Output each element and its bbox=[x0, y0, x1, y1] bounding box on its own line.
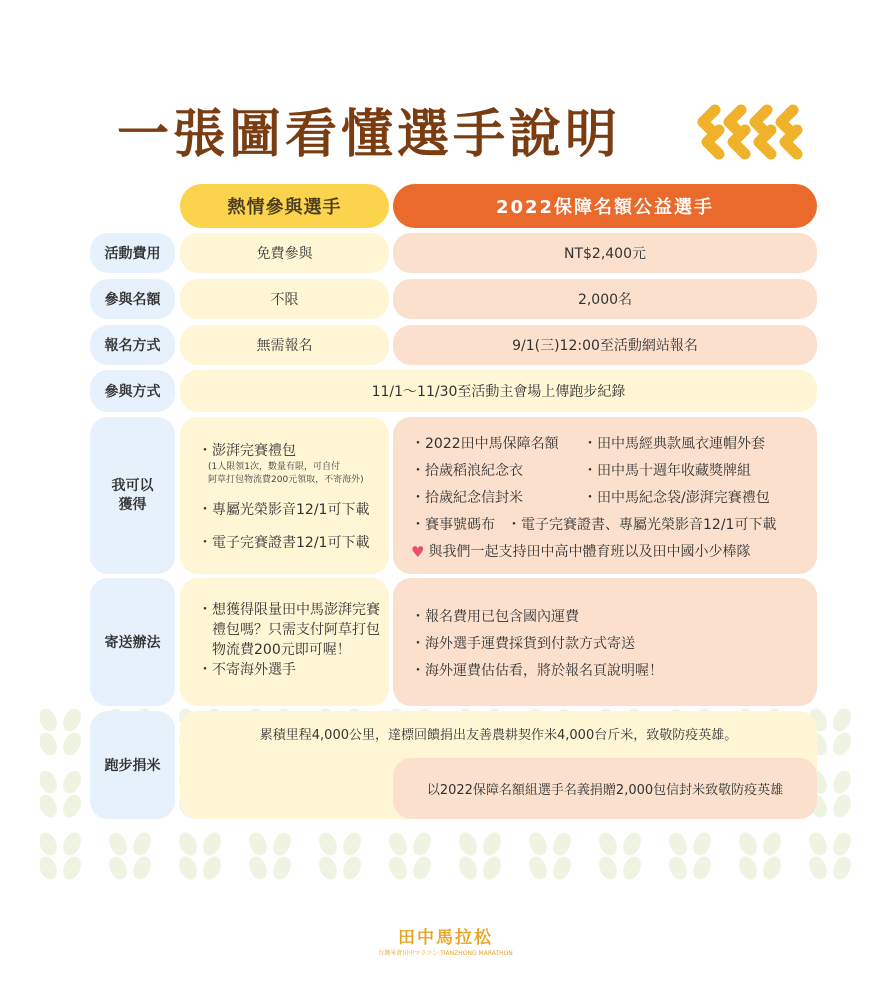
register-free: 無需報名 bbox=[180, 325, 389, 365]
reward-free-note: 阿草打包物流費200元領取，不寄海外) bbox=[208, 475, 364, 485]
shipping-free-line: ・ 想獲得限量田中馬澎湃完賽 bbox=[198, 600, 389, 620]
reward-paid-support: 與我們一起支持田中高中體育班以及田中國小少棒隊 bbox=[428, 544, 751, 560]
reward-paid-item: ・ 拾歲稻浪紀念衣 bbox=[411, 458, 583, 485]
logo-sub-text: 台灣米倉田中マラソン TIANZHONG MARATHON bbox=[378, 950, 513, 957]
participate-both: 11/1～11/30至活動主會場上傳跑步紀錄 bbox=[180, 370, 817, 412]
reward-free-item: ・ 澎湃完賽禮包 bbox=[198, 441, 389, 461]
donate-both: 累積里程4,000公里，達標回饋捐出友善農耕契作米4,000台斤米，致敬防疫英雄。 bbox=[259, 727, 738, 743]
reward-paid-item: ・ 田中馬十週年收藏獎牌組 bbox=[583, 458, 751, 485]
shipping-free-line: 禮包嗎？只需支付阿草打包 bbox=[212, 622, 380, 638]
reward-free-item: ・ 電子完賽證書12/1可下載 bbox=[198, 530, 389, 557]
register-paid: 9/1(三)12:00至活動網站報名 bbox=[393, 325, 817, 365]
quota-paid: 2,000名 bbox=[393, 279, 817, 319]
shipping-paid-line: ・ 海外運費估估看，將於報名頁說明喔！ bbox=[411, 658, 817, 685]
fee-paid: NT$2,400元 bbox=[393, 233, 817, 273]
reward-paid-item: ・ 田中馬經典款風衣連帽外套 bbox=[583, 431, 765, 458]
column-header-paid: 2022保障名額公益選手 bbox=[393, 184, 817, 228]
rewards-label-line2: 獲得 bbox=[118, 496, 147, 513]
shipping-free-line: ・ 不寄海外選手 bbox=[198, 660, 389, 680]
row-label-register: 報名方式 bbox=[90, 325, 175, 365]
row-label-rewards bbox=[90, 417, 175, 574]
row-label-participate: 參與方式 bbox=[90, 370, 175, 412]
reward-free-note: (1人限領1次，數量有限，可自付 bbox=[208, 462, 340, 472]
marathon-logo bbox=[363, 920, 528, 960]
reward-paid-item: ・ 田中馬紀念袋/澎湃完賽禮包 bbox=[583, 485, 770, 512]
logo-main-text: 田中馬拉松 bbox=[398, 928, 493, 948]
quota-free: 不限 bbox=[180, 279, 389, 319]
reward-paid-item: ・ 賽事號碼布 bbox=[411, 512, 507, 539]
shipping-free bbox=[180, 578, 389, 706]
rewards-paid bbox=[393, 417, 817, 574]
row-label-donate: 跑步捐米 bbox=[90, 711, 175, 819]
reward-paid-item: ・ 拾歲紀念信封米 bbox=[411, 485, 583, 512]
reward-paid-item: ・ 2022田中馬保障名額 bbox=[411, 431, 583, 458]
reward-paid-item: ・ 電子完賽證書、專屬光榮影音12/1可下載 bbox=[507, 512, 776, 539]
heart-icon: ♥ bbox=[411, 543, 425, 561]
fee-free: 免費參與 bbox=[180, 233, 389, 273]
rewards-label-line1: 我可以 bbox=[111, 477, 154, 494]
page-title: 一張圖看懂選手說明 bbox=[117, 105, 622, 165]
rewards-free bbox=[180, 417, 389, 574]
row-label-shipping: 寄送辦法 bbox=[90, 578, 175, 706]
row-label-fee: 活動費用 bbox=[90, 233, 175, 273]
shipping-free-line: 物流費200元即可喔！ bbox=[212, 642, 351, 658]
row-label-quota: 參與名額 bbox=[90, 279, 175, 319]
reward-free-item: ・ 專屬光榮影音12/1可下載 bbox=[198, 497, 389, 524]
column-header-free: 熱情參與選手 bbox=[180, 184, 389, 228]
shipping-paid bbox=[393, 578, 817, 706]
chevron-left-icon bbox=[695, 100, 810, 162]
shipping-paid-line: ・ 海外選手運費採貨到付款方式寄送 bbox=[411, 631, 817, 658]
donate-paid: 以2022保障名額組選手名義捐贈2,000包信封米致敬防疫英雄 bbox=[393, 758, 817, 819]
shipping-paid-line: ・ 報名費用已包含國內運費 bbox=[411, 604, 817, 631]
